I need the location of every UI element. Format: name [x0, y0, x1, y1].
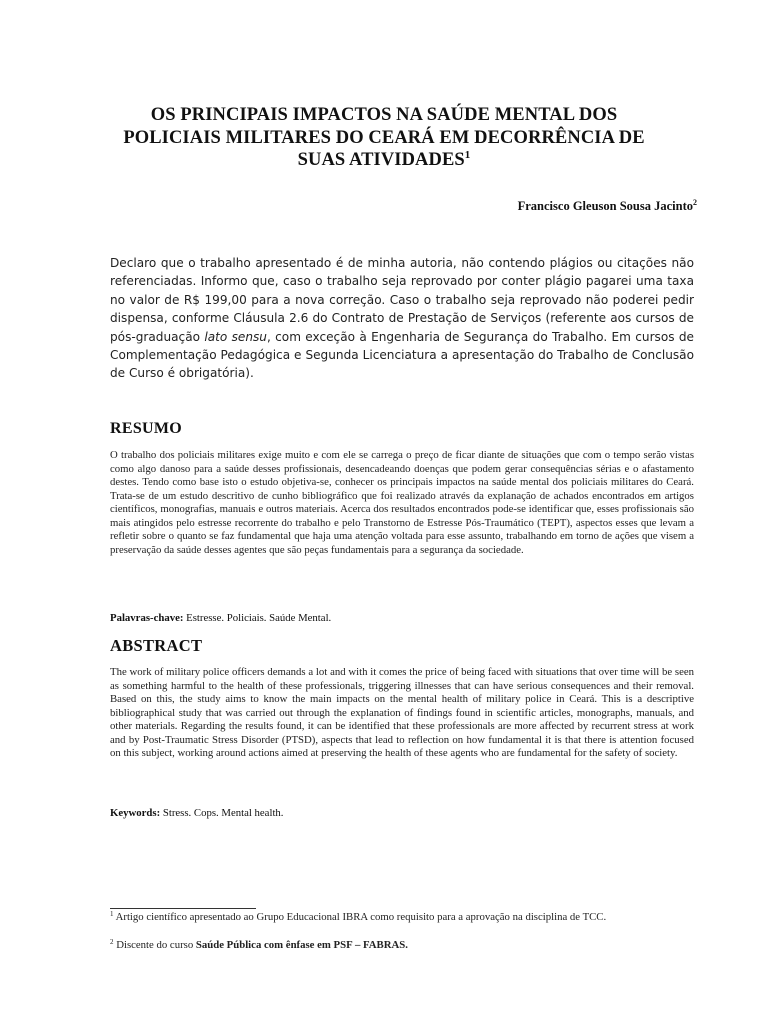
keywords-label: Keywords:	[110, 807, 161, 819]
declaration-part-2: , com exceção à Engenharia de Segurança do Trabalho. Em cursos de Complementação Pedagógica e Segunda Licenciatura a apresentação do Trabalho de Conclusão de Curso é obrigatória).	[110, 329, 694, 381]
footnote-separator	[110, 908, 256, 909]
authorship-declaration	[110, 254, 694, 383]
abstract-body: The work of military police officers demands a lot and with it comes the price of being faced with situations that over time will be seen as something harmful to the health of these professionals, triggering illnesses that can have serious consequences and their removal. Based on this, the study aims to know the main impacts on the mental health of military police in Ceará. This is a descriptive bibliographical study that was carried out through the explanation of findings found in scientific articles, monographs, manuals, and other materials. Regarding the results found, it can be identified that these professionals are more affected by recurrent stress at work and by Post-Traumatic Stress Disorder (PTSD), aspects that lead to reflection on how fundamental it is that there is attention focused on this subject, working around actions aimed at preserving the health of these agents who are fundamental for the safety of society.	[110, 666, 694, 760]
paper-title-text: OS PRINCIPAIS IMPACTOS NA SAÚDE MENTAL DOS POLICIAIS MILITARES DO CEARÁ EM DECORRÊNCIA DE SUAS ATIVIDADES	[123, 105, 645, 170]
palavras-chave	[110, 611, 694, 625]
palavras-chave-label: Palavras-chave:	[110, 612, 184, 624]
footnote-2	[110, 939, 694, 953]
author-name: Francisco Gleuson Sousa Jacinto	[517, 199, 693, 213]
footnote-2-course: Saúde Pública com ênfase em PSF – FABRAS.	[195, 939, 408, 951]
declaration-italic: lato sensu	[204, 329, 267, 344]
declaration-part-1: Declaro que o trabalho apresentado é de minha autoria, não contendo plágios ou citações não referenciadas. Informo que, caso o trabalho seja reprovado por conter plágio pagarei uma taxa no valor de R$ 199,00 para a nova correção. Caso o trabalho seja reprovado não poderei pedir dispensa, conforme Cláusula 2.6 do Contrato de Prestação de Serviços (referente aos cursos de pós-graduação	[110, 256, 694, 344]
author-line	[300, 198, 697, 214]
paper-title	[100, 104, 668, 172]
keywords-text: Stress. Cops. Mental health.	[160, 807, 284, 819]
footnote-2-marker: 2	[110, 938, 114, 946]
resumo-heading: RESUMO	[110, 420, 183, 437]
footnote-2-text: Discente do curso	[113, 939, 196, 951]
resumo-body: O trabalho dos policiais militares exige muito e com ele se carrega o preço de ficar diante de situações que com o tempo serão vistas como algo danoso para a saúde desses profissionais, desencadeando doenças que podem gerar consequências sérias e o afastamento destes. Tendo como base isto o estudo objetiva-se, conhecer os principais impactos na saúde mental dos policiais militares do Ceará. Trata-se de um estudo descritivo de cunho bibliográfico que foi realizado através da explanação de achados encontrados em artigos científicos, monografias, manuais e outros materiais. Acerca dos resultados encontrados pode-se identificar que, esses profissionais são mais atingidos pelo estresse recorrente do trabalho e pelo Transtorno de Estresse Pós-Traumático (TEPT), aspectos esses que levam a refletir sobre o quanto se faz fundamental que haja uma atenção voltada para esse assunto, trabalhando em torno de ações que visem a preservação da saúde desses agentes que são peças fundamentais para a segurança da sociedade.	[110, 449, 694, 556]
title-footnote-marker[interactable]: 1	[464, 149, 471, 161]
footnote-1-marker: 1	[110, 910, 114, 918]
abstract-heading: ABSTRACT	[110, 636, 203, 655]
author-footnote-marker[interactable]: 2	[693, 198, 697, 207]
footnote-1-text: Artigo científico apresentado ao Grupo Educacional IBRA como requisito para a aprovação na disciplina de TCC.	[113, 911, 607, 923]
footnote-1	[110, 911, 694, 925]
palavras-chave-text: Estresse. Policiais. Saúde Mental.	[183, 612, 332, 624]
keywords	[110, 806, 694, 820]
